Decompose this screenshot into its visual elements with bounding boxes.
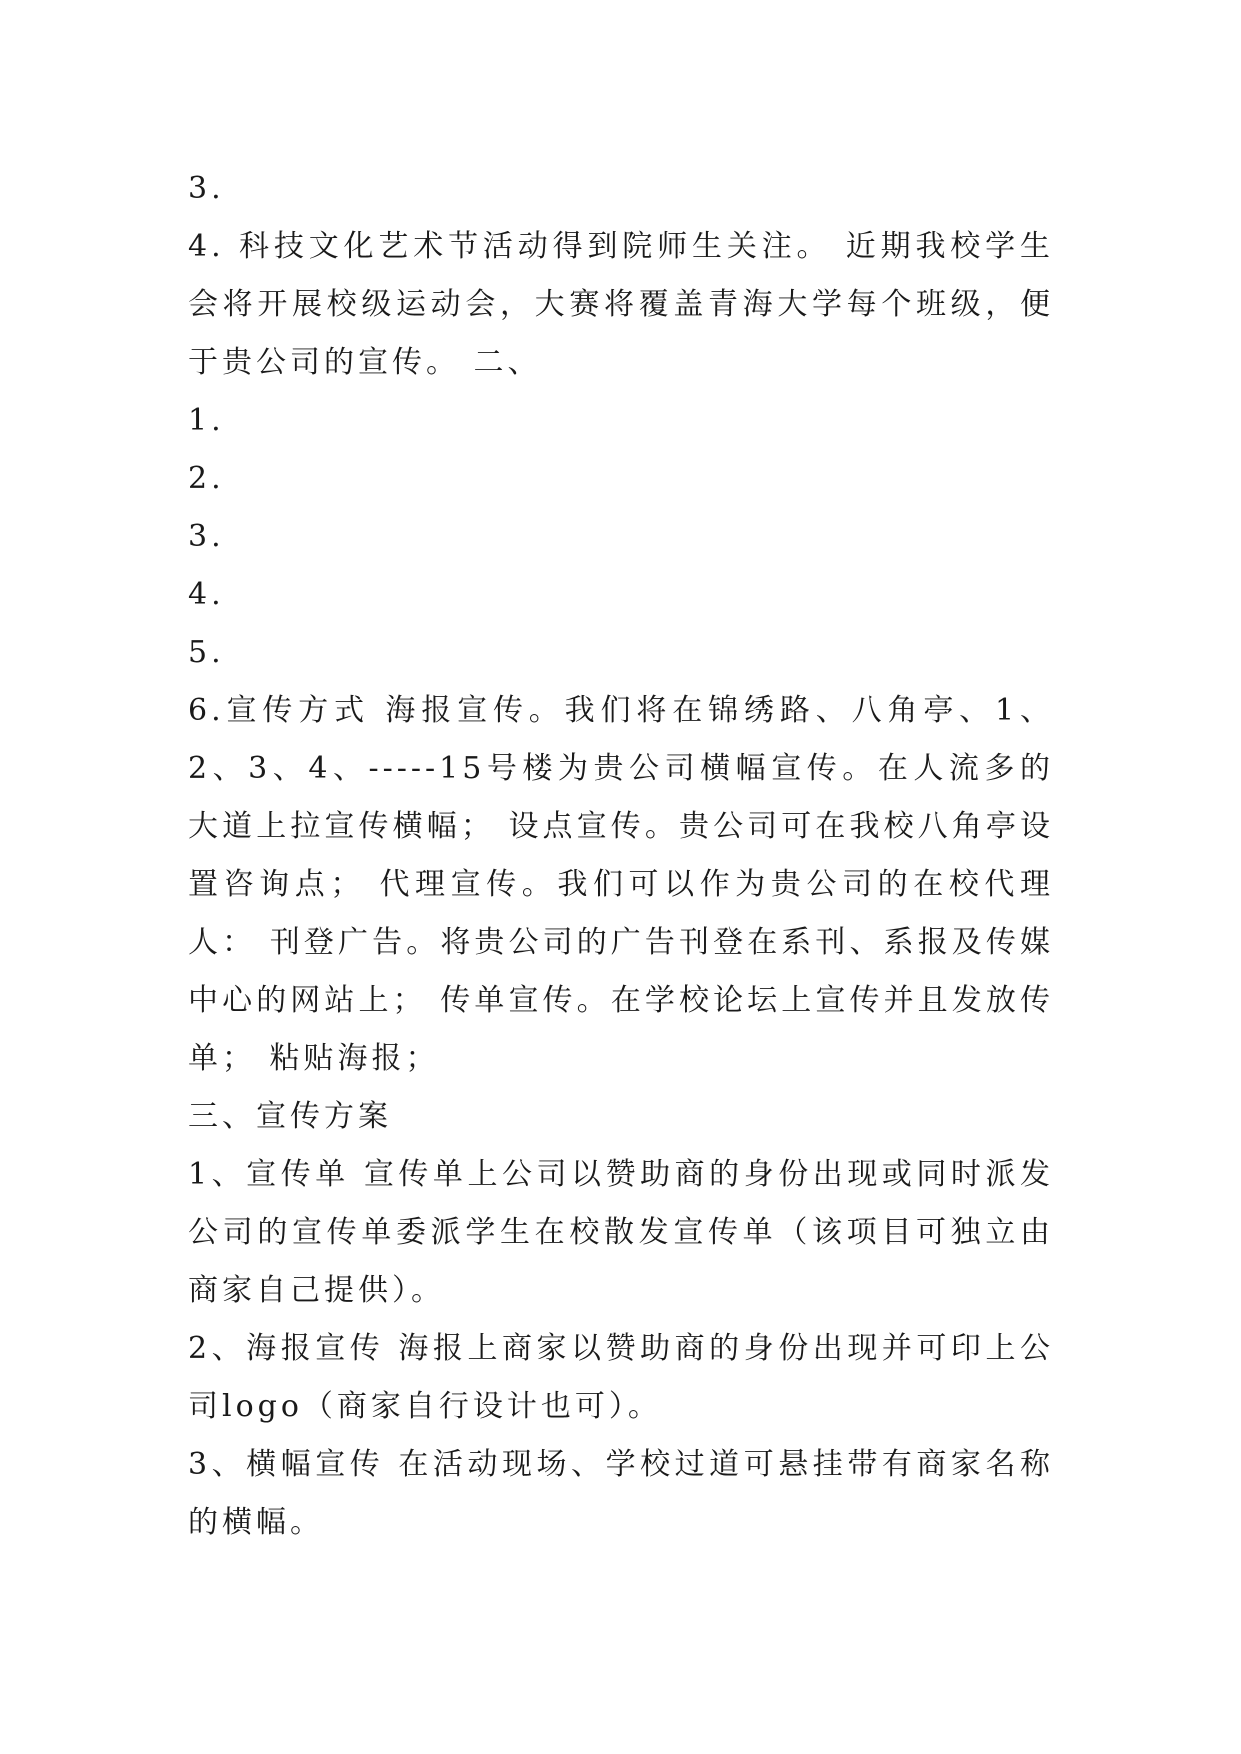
plan-item-banner: 3、横幅宣传 在活动现场、学校过道可悬挂带有商家名称的横幅。 [188, 1447, 1054, 1540]
list-item-5: 5. [188, 635, 225, 670]
list-item-2: 2. [188, 461, 225, 496]
document-body [188, 160, 1054, 1552]
plan-item-flyer: 1、宣传单 宣传单上公司以赞助商的身份出现或同时派发公司的宣传单委派学生在校散发宣传单（该项目可独立由商家自己提供）。 [188, 1157, 1054, 1308]
plan-item-poster: 2、海报宣传 海报上商家以赞助商的身份出现并可印上公司logo（商家自行设计也可）。 [188, 1331, 1054, 1424]
item-3-line: 3. [188, 171, 225, 206]
list-item-4: 4. [188, 577, 225, 612]
promotion-methods-paragraph: 6.宣传方式 海报宣传。我们将在锦绣路、八角亭、1、2、3、4、-----15号楼为贵公司横幅宣传。在人流多的大道上拉宣传横幅； 设点宣传。贵公司可在我校八角亭设置咨询点； 代理宣传。我们可以作为贵公司的在校代理人： 刊登广告。将贵公司的广告刊登在系刊、系报及传媒中心的网站上； 传单宣传。在学校论坛上宣传并且发放传单； 粘贴海报； [188, 693, 1054, 1076]
list-item-1: 1. [188, 403, 225, 438]
list-item-3: 3. [188, 519, 225, 554]
section-heading-promotion-plan: 三、宣传方案 [188, 1099, 392, 1134]
item-4-paragraph: 4. 科技文化艺术节活动得到院师生关注。 近期我校学生会将开展校级运动会，大赛将覆盖青海大学每个班级，便于贵公司的宣传。 二、 [188, 229, 1054, 380]
